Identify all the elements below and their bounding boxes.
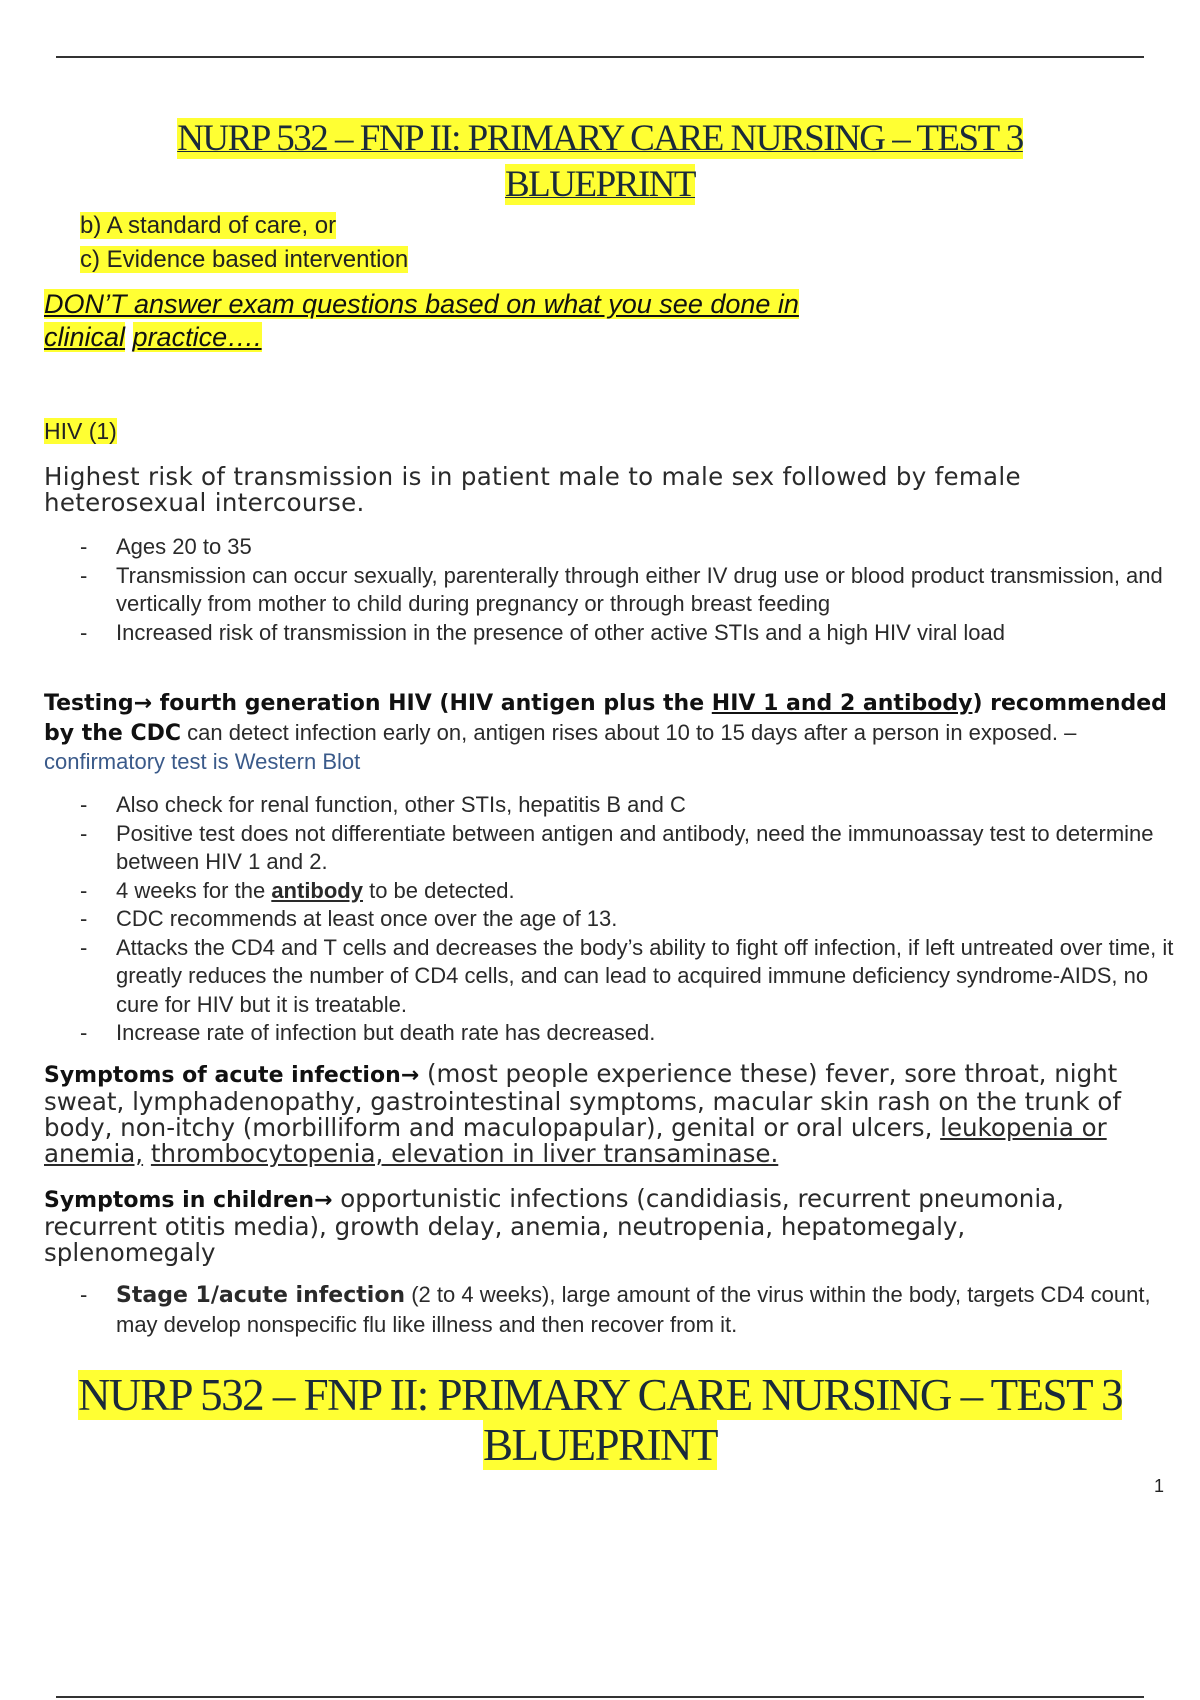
footer-title-line-2: BLUEPRINT (483, 1420, 717, 1470)
title-line-1: NURP 532 – FNP II: PRIMARY CARE NURSING – TEST 3 (177, 118, 1023, 159)
list-item: - Positive test does not differentiate between antigen and antibody, need the immunoassay test to determine between HIV 1 and 2. (80, 820, 1180, 877)
list-item: - Increase rate of infection but death rate has decreased. (80, 1019, 1180, 1048)
testing-cdc: ) recommended by the CDC (44, 691, 1167, 746)
stage-heading: Stage 1/acute infection (116, 1283, 406, 1308)
stage-list (80, 1281, 1180, 1339)
option-b: b) A standard of care, or (80, 212, 337, 239)
list-item: - Also check for renal function, other STIs, hepatitis B and C (80, 791, 1180, 820)
top-rule (56, 56, 1144, 58)
list-item: - CDC recommends at least once over the age of 13. (80, 905, 1180, 934)
children-heading: Symptoms in children→ (44, 1188, 333, 1213)
exam-warning (44, 288, 799, 354)
warning-line-1: DON’T answer exam questions based on what you see done in (44, 289, 799, 319)
list-item: - Stage 1/acute infection (2 to 4 weeks), large amount of the virus within the body, targets CD4 count, may develop nonspecific flu like illness and then recover from it. (80, 1281, 1180, 1339)
page-title (60, 116, 1140, 208)
list-item: - Increased risk of transmission in the presence of other active STIs and a high HIV viral load (80, 619, 1180, 648)
children-symptoms: Symptoms in children→ opportunistic infections (candidiasis, recurrent pneumonia, recurrent otitis media), growth delay, anemia, neutropenia, hepatomegaly, splenomegaly (44, 1184, 1064, 1267)
testing-antibody: HIV 1 and 2 antibody (711, 691, 973, 716)
warning-practice: practice…. (132, 322, 262, 352)
option-c: c) Evidence based intervention (80, 246, 409, 273)
bottom-rule (56, 1696, 1144, 1698)
testing-bold: Testing→ fourth generation HIV (HIV antigen plus the (44, 691, 712, 716)
risk-list (80, 533, 1180, 647)
list-item: - Attacks the CD4 and T cells and decreases the body’s ability to fight off infection, if left untreated over time, it greatly reduces the number of CD4 cells, and can lead to acquired immune deficiency syndrome-AIDS, no cure for HIV but it is treatable. (80, 934, 1180, 1020)
risk-paragraph: Highest risk of transmission is in patient male to male sex followed by female heterosexual intercourse. (44, 462, 1021, 517)
testing-paragraph (44, 690, 1174, 778)
testing-text: can detect infection early on, antigen rises about 10 to 15 days after a person in exposed. – (181, 719, 1077, 745)
acute-heading: Symptoms of acute infection→ (44, 1063, 420, 1088)
page-number: 1 (1153, 1476, 1164, 1496)
footer-title-line-1: NURP 532 – FNP II: PRIMARY CARE NURSING – TEST 3 (77, 1370, 1122, 1420)
acute-symptoms: Symptoms of acute infection→ (most people experience these) fever, sore throat, night sweat, lymphadenopathy, gastrointestinal symptoms, macular skin rash on the trunk of body, non-itchy (morbilliform and maculopapular), genital or oral ulcers, leukopenia or anemia, thrombocytopenia, elevation in liver transaminase. (44, 1059, 1121, 1168)
antibody-term: antibody (271, 877, 363, 903)
warning-clinical: clinical (44, 322, 126, 352)
section-heading: HIV (1) (44, 418, 117, 444)
list-item: - Ages 20 to 35 (80, 533, 1180, 562)
title-line-2: BLUEPRINT (505, 164, 695, 205)
western-blot-note: confirmatory test is Western Blot (44, 749, 361, 774)
list-item: - 4 weeks for the antibody to be detected. (80, 877, 1180, 906)
list-item: - Transmission can occur sexually, parenterally through either IV drug use or blood product transmission, and vertically from mother to child during pregnancy or through breast feeding (80, 562, 1180, 619)
footer-title (40, 1370, 1160, 1470)
testing-list (80, 791, 1180, 1048)
